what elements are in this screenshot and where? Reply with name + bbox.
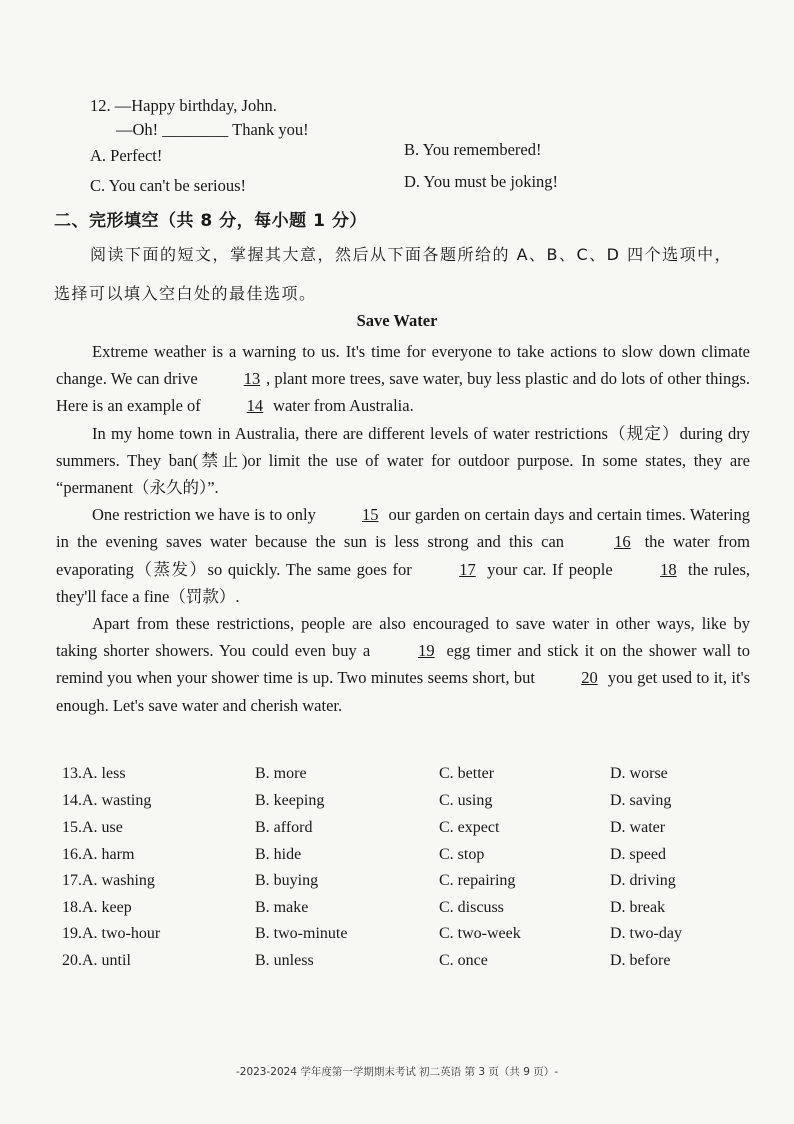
option-13-b: B. more — [255, 765, 307, 782]
blank-18: 18 — [660, 559, 677, 579]
option-row-17 — [62, 872, 752, 899]
paragraph-4: Apart from these restrictions, people are also encouraged to save water in other ways, like by taking shorter showers. You could even buy a 19 egg timer and stick it on the shower wall to remind you when your shower time is up. Two minutes seems short, but 20 you get used to it, it's enough. Let's save water and cherish water. — [56, 614, 750, 715]
blank-19: 19 — [418, 641, 435, 661]
option-row-16 — [62, 846, 752, 873]
option-19-c: C. two-week — [439, 925, 521, 942]
option-16-d: D. speed — [610, 846, 666, 863]
option-15-c: C. expect — [439, 819, 500, 836]
option-row-13 — [62, 765, 752, 792]
blank-17: 17 — [459, 559, 476, 579]
option-row-14 — [62, 792, 752, 819]
instructions-line2: 选择可以填入空白处的最佳选项。 — [54, 284, 317, 303]
option-13-c: C. better — [439, 765, 495, 782]
option-16-b: B. hide — [255, 846, 302, 863]
option-15-a: 15.A. use — [62, 819, 123, 836]
blank-13: 13 — [243, 369, 261, 389]
option-13-d: D. worse — [610, 765, 668, 782]
option-17-c: C. repairing — [439, 872, 516, 889]
option-19-a: 19.A. two-hour — [62, 925, 161, 942]
option-17-b: B. buying — [255, 872, 319, 889]
blank-16: 16 — [614, 532, 631, 552]
option-19-d: D. two-day — [610, 925, 682, 942]
option-15-d: D. water — [610, 819, 666, 836]
passage-body — [56, 338, 750, 719]
q12-option-b: B. You remembered! — [404, 140, 542, 159]
option-20-c: C. once — [439, 952, 488, 969]
option-14-b: B. keeping — [255, 792, 325, 809]
q12-line1: 12. —Happy birthday, John. — [90, 96, 277, 115]
option-row-15 — [62, 819, 752, 846]
instructions-line1: 阅读下面的短文，掌握其大意，然后从下面各题所给的 A、B、C、D 四个选项中， — [90, 245, 733, 264]
option-18-d: D. break — [610, 899, 666, 916]
option-15-b: B. afford — [255, 819, 313, 836]
q12-line2 — [116, 120, 309, 140]
q12-option-c: C. You can't be serious! — [90, 176, 247, 195]
section-heading: 二、完形填空（共 8 分，每小题 1 分） — [54, 211, 367, 231]
paragraph-3: One restriction we have is to only 15 our garden on certain days and certain times. Watering in the evening saves water because the sun is less strong and this can 16 the water from evaporating（蒸发）so quickly. The same goes for 17 your car. If people 18 the rules, they'll face a fine（罚款）. — [56, 501, 750, 610]
option-18-a: 18.A. keep — [62, 899, 132, 916]
q12-option-d: D. You must be joking! — [404, 172, 559, 191]
page-footer: -2023-2024 学年度第一学期期末考试 初二英语 第 3 页（共 9 页）- — [235, 1066, 559, 1078]
option-row-18 — [62, 899, 752, 926]
blank-20: 20 — [581, 668, 598, 688]
passage-title: Save Water — [356, 311, 438, 330]
option-17-d: D. driving — [610, 872, 676, 889]
paragraph-2: In my home town in Australia, there are different levels of water restrictions（规定）during dry summers. They ban(禁止)or limit the use of water for outdoor purpose. In some states, they are “permanent（永久的）”. — [56, 423, 750, 498]
option-14-c: C. using — [439, 792, 493, 809]
option-20-a: 20.A. until — [62, 952, 131, 969]
option-13-a: 13.A. less — [62, 765, 126, 782]
option-20-b: B. unless — [255, 952, 314, 969]
q12-line2-before: —Oh! — [116, 120, 159, 139]
option-20-d: D. before — [610, 952, 671, 969]
option-16-c: C. stop — [439, 846, 485, 863]
option-19-b: B. two-minute — [255, 925, 348, 942]
option-14-d: D. saving — [610, 792, 672, 809]
q12-blank: ________ — [162, 120, 229, 139]
option-16-a: 16.A. harm — [62, 846, 135, 863]
option-18-b: B. make — [255, 899, 309, 916]
q12-option-a: A. Perfect! — [90, 146, 163, 165]
option-14-a: 14.A. wasting — [62, 792, 152, 809]
option-row-20 — [62, 952, 752, 979]
blank-15: 15 — [361, 505, 379, 525]
paragraph-1: Extreme weather is a warning to us. It's time for everyone to take actions to slow down climate change. We can drive 13 , plant more trees, save water, buy less plastic and do lots of other things. Here is an example of 14 water from Australia. — [56, 338, 750, 420]
option-row-19 — [62, 925, 752, 952]
option-18-c: C. discuss — [439, 899, 504, 916]
blank-14: 14 — [246, 396, 264, 416]
option-17-a: 17.A. washing — [62, 872, 155, 889]
q12-line2-after: Thank you! — [232, 120, 309, 139]
